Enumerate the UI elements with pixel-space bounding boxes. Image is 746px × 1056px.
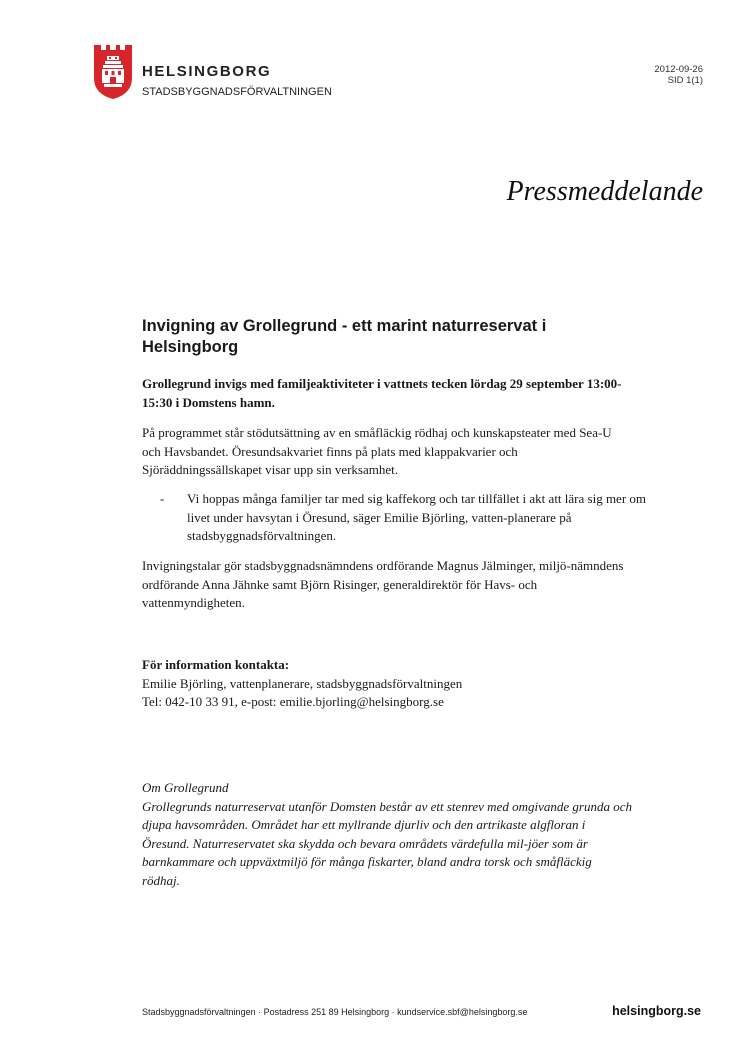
document-meta	[654, 64, 703, 86]
lead-paragraph: Grollegrund invigs med familjeaktiviteter i vattnets tecken lördag 29 september 13:00-15:30 i Domstens hamn.	[142, 376, 622, 410]
headline: Invigning av Grollegrund - ett marint naturreservat i Helsingborg	[142, 317, 547, 356]
contact-heading: För information kontakta:	[142, 657, 290, 672]
contact-name: Emilie Björling, vattenplanerare, stadsbyggnadsförvaltningen	[142, 675, 463, 691]
body-paragraph-1: På programmet står stödutsättning av en småfläckig rödhaj och kunskapsteater med Sea-U och Havsbandet. Öresundsakvariet finns på plats med klappakvarier och Sjöräddningssällskapet visar upp sin verksamhet.	[142, 425, 612, 477]
org-name: HELSINGBORG	[142, 63, 272, 80]
contact-block	[142, 656, 632, 712]
helsingborg-crest-icon	[93, 44, 133, 100]
department-name: STADSBYGGNADSFÖRVALTNINGEN	[142, 86, 332, 98]
body-paragraph-2: Invigningstalar gör stadsbyggnadsnämndens ordförande Magnus Jälminger, miljö-nämndens ordförande Anna Jähnke samt Björn Risinger, generaldirektör för Havs- och vattenmyndigheten.	[142, 558, 624, 610]
page-number: SID 1(1)	[667, 75, 703, 86]
contact-phone-email: Tel: 042-10 33 91, e-post: emilie.bjorling@helsingborg.se	[142, 694, 444, 709]
about-section	[142, 779, 632, 890]
quote-dash: -	[160, 491, 165, 506]
about-body: Grollegrunds naturreservat utanför Domsten består av ett stenrev med omgivande grunda och djupa havsområden. Området har ett myllrande djurliv och den artrikaste algfloran i Öresund. Naturreservatet ska skydda och bevara områdets värdefulla mil-jöer som är barnkammare och uppväxtmiljö för många fiskarter, bland andra torsk och småfläckig rödhaj.	[142, 798, 632, 888]
document-type-title: Pressmeddelande	[506, 176, 703, 207]
footer-website[interactable]: helsingborg.se	[612, 1004, 701, 1018]
document-date: 2012-09-26	[654, 64, 703, 75]
quote-text: Vi hoppas många familjer tar med sig kaffekorg och tar tillfället i akt att lära sig mer om livet under havsytan i Öresund, säger Emilie Björling, vatten-planerare på stadsbyggnadsförvaltningen.	[187, 491, 647, 543]
footer-address: Stadsbyggnadsförvaltningen · Postadress 251 89 Helsingborg · kundservice.sbf@helsingborg.se	[142, 1007, 528, 1017]
about-title: Om Grollegrund	[142, 780, 229, 795]
